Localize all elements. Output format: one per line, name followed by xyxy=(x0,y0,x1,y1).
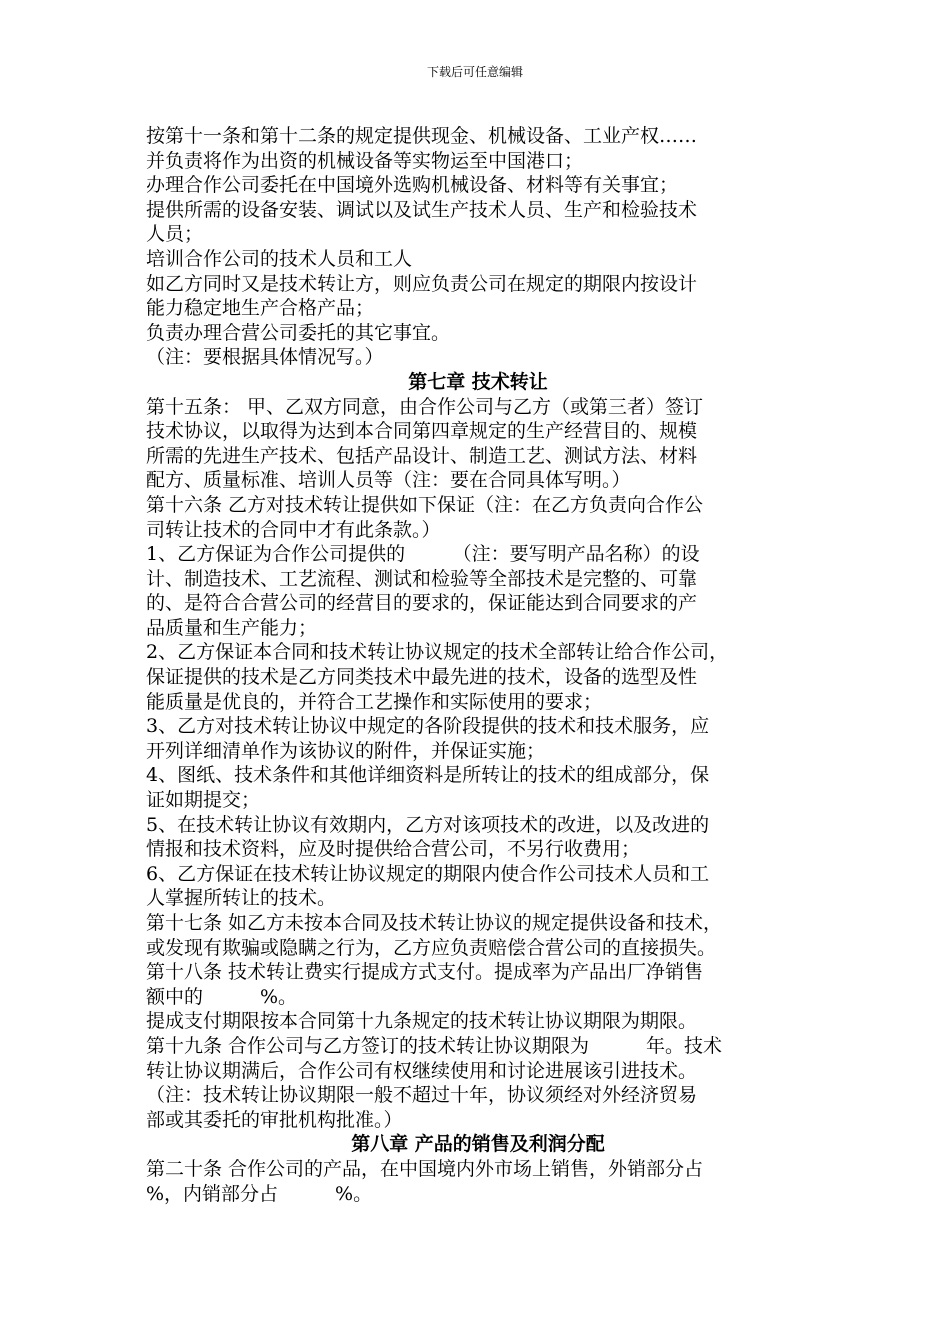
body-line: 3、乙方对技术转让协议中规定的各阶段提供的技术和技术服务，应 xyxy=(146,715,710,738)
body-line: 办理合作公司委托在中国境外选购机械设备、材料等有关事宜； xyxy=(146,174,679,197)
body-line: 第十七条 如乙方未按本合同及技术转让协议的规定提供设备和技术， xyxy=(146,912,723,934)
body-line: 并负责将作为出资的机械设备等实物运至中国港口； xyxy=(146,149,584,172)
body-line: 提成支付期限按本合同第十九条规定的技术转让协议期限为期限。 xyxy=(146,1010,698,1033)
body-line: 6、乙方保证在技术转让协议规定的期限内使合作公司技术人员和工 xyxy=(146,862,710,885)
body-line: 4、图纸、技术条件和其他详细资料是所转让的技术的组成部分，保 xyxy=(146,764,710,787)
body-line: 开列详细清单作为该协议的附件，并保证实施； xyxy=(146,739,546,762)
body-line: 的、是符合合营公司的经营目的要求的，保证能达到合同要求的产 xyxy=(146,592,698,615)
body-line: 能质量是优良的，并符合工艺操作和实际使用的要求； xyxy=(146,690,603,713)
body-line: 证如期提交； xyxy=(146,789,261,812)
body-line: 第十六条 乙方对技术转让提供如下保证（注：在乙方负责向合作公 xyxy=(146,493,704,516)
body-line: 品质量和生产能力； xyxy=(146,616,318,639)
body-line: （注：技术转让协议期限一般不超过十年，协议须经对外经济贸易 xyxy=(146,1084,698,1107)
body-line: 部或其委托的审批机构批准。） xyxy=(146,1108,403,1131)
body-line: 2、乙方保证本合同和技术转让协议规定的技术全部转让给合作公司， xyxy=(146,641,729,664)
body-line: （注：要根据具体情况写。） xyxy=(146,346,384,369)
body-line: 人掌握所转让的技术。 xyxy=(146,887,337,910)
body-line: 第二十条 合作公司的产品，在中国境内外市场上销售，外销部分占 xyxy=(146,1157,704,1180)
body-line: 情报和技术资料，应及时提供给合营公司，不另行收费用； xyxy=(146,838,641,861)
body-line: 第十五条： 甲、乙双方同意，由合作公司与乙方（或第三者）签订 xyxy=(146,395,704,418)
body-line: 技术协议，以取得为达到本合同第四章规定的生产经营目的、规模 xyxy=(146,420,698,443)
body-line: 所需的先进生产技术、包括产品设计、制造工艺、测试方法、材料 xyxy=(146,444,698,467)
body-line: 第十八条 技术转让费实行提成方式支付。提成率为产品出厂净销售 xyxy=(146,961,704,984)
body-line: %，内销部分占 %。 xyxy=(146,1182,373,1205)
body-line: 提供所需的设备安装、调试以及试生产技术人员、生产和检验技术 xyxy=(146,198,698,221)
body-line: 第十九条 合作公司与乙方签订的技术转让协议期限为 年。技术 xyxy=(146,1034,723,1057)
chapter-heading: 第八章 产品的销售及利润分配 xyxy=(351,1133,605,1156)
body-line: 按第十一条和第十二条的规定提供现金、机械设备、工业产权…… xyxy=(146,125,698,147)
body-line: 或发现有欺骗或隐瞒之行为，乙方应负责赔偿合营公司的直接损失。 xyxy=(146,936,717,959)
body-line: 培训合作公司的技术人员和工人 xyxy=(146,247,413,270)
chapter-heading: 第七章 技术转让 xyxy=(408,370,548,393)
body-line: 5、在技术转让协议有效期内，乙方对该项技术的改进，以及改进的 xyxy=(146,813,710,836)
body-line: 转让协议期满后，合作公司有权继续使用和讨论进展该引进技术。 xyxy=(146,1059,698,1082)
body-line: 配方、质量标准、培训人员等（注：要在合同具体写明。） xyxy=(146,469,631,492)
body-line: 1、乙方保证为合作公司提供的 （注：要写明产品名称）的设 xyxy=(146,543,700,566)
document-body xyxy=(146,124,810,1206)
body-line: 计、制造技术、工艺流程、测试和检验等全部技术是完整的、可靠 xyxy=(146,567,698,590)
body-line: 能力稳定地生产合格产品； xyxy=(146,297,375,320)
body-line: 司转让技术的合同中才有此条款。） xyxy=(146,518,441,541)
body-line: 额中的 %。 xyxy=(146,985,298,1008)
body-line: 如乙方同时又是技术转让方，则应负责公司在规定的期限内按设计 xyxy=(146,272,698,295)
body-line: 人员； xyxy=(146,223,204,246)
body-line: 负责办理合营公司委托的其它事宜。 xyxy=(146,321,451,344)
page-header-note: 下载后可任意编辑 xyxy=(426,65,523,79)
body-line: 保证提供的技术是乙方同类技术中最先进的技术，设备的选型及性 xyxy=(146,666,698,689)
